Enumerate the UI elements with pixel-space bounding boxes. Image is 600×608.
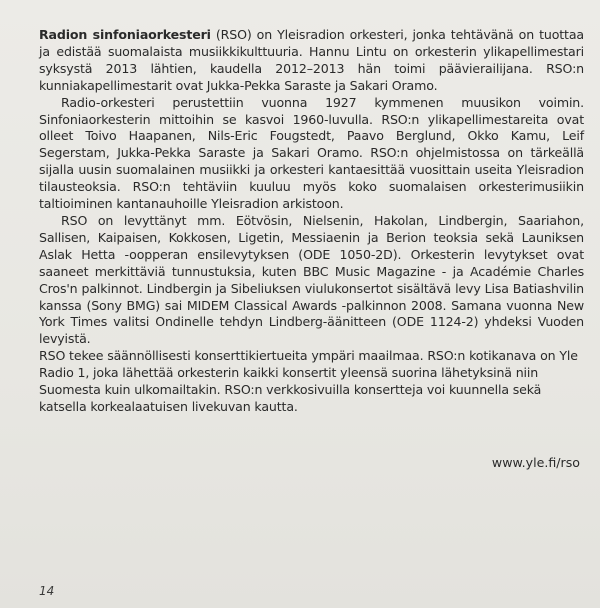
paragraph-3: RSO on levyttänyt mm. Eötvösin, Nielsenin, Hakolan, Lindbergin, Saariahon, Sallisen, Kaipaisen, Kokkosen, Ligetin, Messiaenin ja Berion teoksia sekä Launiksen Aslak Hetta -oopperan ensilevytyksen (ODE 1050-2D). Orkesterin levytykset ovat saaneet merkittäviä tunnustuksia, kuten BBC Music Magazine - ja Académie Charles Cros'n palkinnot. Lindbergin ja Sibeliuksen viulukonsertot sisältävä levy Lisa Batiashvilin kanssa (Sony BMG) sai MIDEM Classical Awards -palkinnon 2008. Samana vuonna New York Times valitsi Ondinelle tehdyn Lindberg-äänitteen (ODE 1124-2) yhdeksi Vuoden levyistä. [39,212,584,347]
paragraph-1-text: (RSO) on Yleisradion orkesteri, jonka tehtävänä on tuottaa ja edistää suomalaista musiikkikulttuuria. Hannu Lintu on orkesterin ylikapellimestari syksystä 2013 lähtien, kaudella 2012–2013 hän toimi päävierailijana. RSO:n kunniakapellimestarit ovat Jukka-Pekka Saraste ja Sakari Oramo. [39,27,584,93]
paragraph-2: Radio-orkesteri perustettiin vuonna 1927 kymmenen muusikon voimin. Sinfoniaorkesterin mittoihin se kasvoi 1960-luvulla. RSO:n ylikapellimestareita ovat olleet Toivo Haapanen, Nils-Eric Fougstedt, Paavo Berglund, Okko Kamu, Leif Segerstam, Jukka-Pekka Saraste ja Sakari Oramo. RSO:n ohjelmistossa on tärkeällä sijalla uusin suomalainen musiikki ja orkesteri kantaesittää vuosittain useita Yleisradion tilausteoksia. RSO:n tehtäviin kuuluu myös koko suomalaisen orkesterimusiikin taltioiminen kantanauhoille Yleisradion arkistoon. [39,94,584,212]
orchestra-name: Radion sinfoniaorkesteri [39,27,211,42]
paragraph-1 [39,27,584,95]
website-url: www.yle.fi/rso [491,455,580,470]
body-text [39,27,584,416]
page-number: 14 [39,584,55,598]
paragraph-4: RSO tekee säännöllisesti konserttikiertueita ympäri maailmaa. RSO:n kotikanava on Yle Radio 1, joka lähettää orkesterin kaikki konsertit yleensä suorina lähetyksinä niin Suomesta kuin ulkomailtakin. RSO:n verkkosivuilla konsertteja voi kuunnella sekä katsella korkealaatuisen livekuvan kautta. [39,348,578,414]
